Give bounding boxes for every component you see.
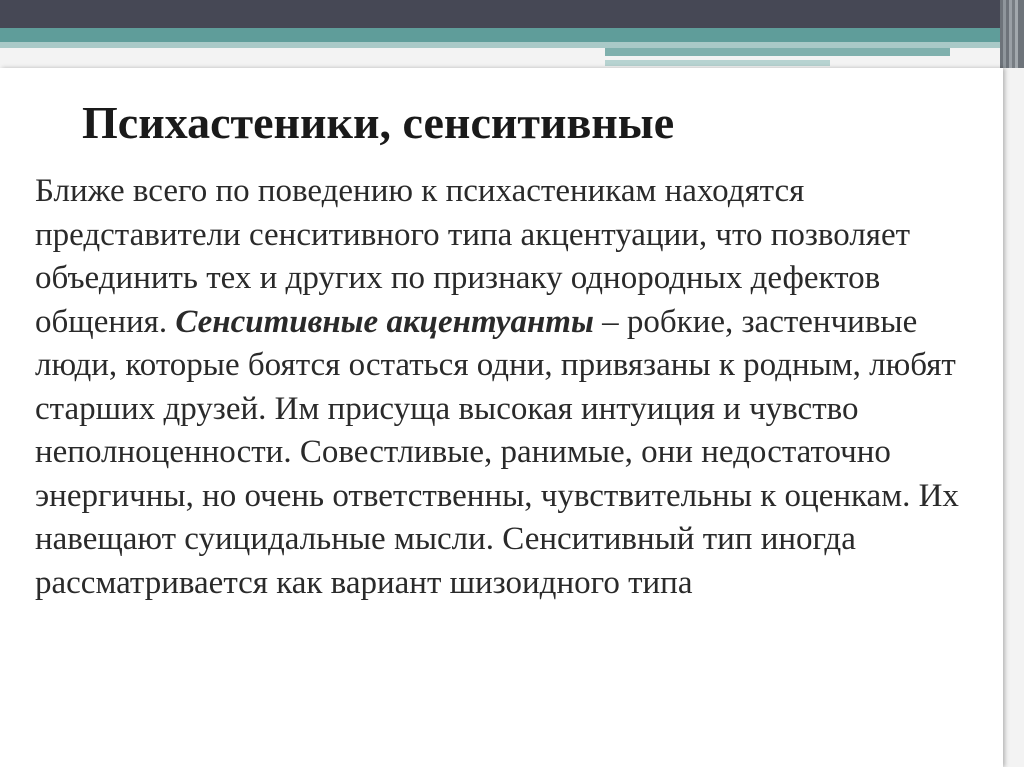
top-accent-bar xyxy=(0,28,1024,42)
right-edge-decoration xyxy=(1000,0,1024,68)
decorative-stripe xyxy=(605,48,950,56)
decorative-stripe-thin xyxy=(605,60,830,66)
slide-title: Психастеники, сенситивные xyxy=(82,97,675,148)
body-text-part-1: Ближе всего по поведению к психастеникам находятся представители сенситивного типа акцентуации, что позволяет объединить тех и других по признаку однородных дефектов общения. xyxy=(35,173,911,340)
slide-body-text xyxy=(35,170,995,605)
top-dark-bar xyxy=(0,0,1024,28)
body-text-emphasis: Сенситивные акцентуанты xyxy=(175,303,594,340)
body-text-part-2: – робкие, застенчивые люди, которые боятся остаться одни, привязаны к родным, любят старших друзей. Им присуща высокая интуиция и чувство неполноценности. Совестливые, ранимые, они недостаточно энергичны, но очень ответственны, чувствительны к оценкам. Их навещают суицидальные мысли. Сенситивный тип иногда рассматривается как вариант шизоидного типа xyxy=(35,303,959,601)
